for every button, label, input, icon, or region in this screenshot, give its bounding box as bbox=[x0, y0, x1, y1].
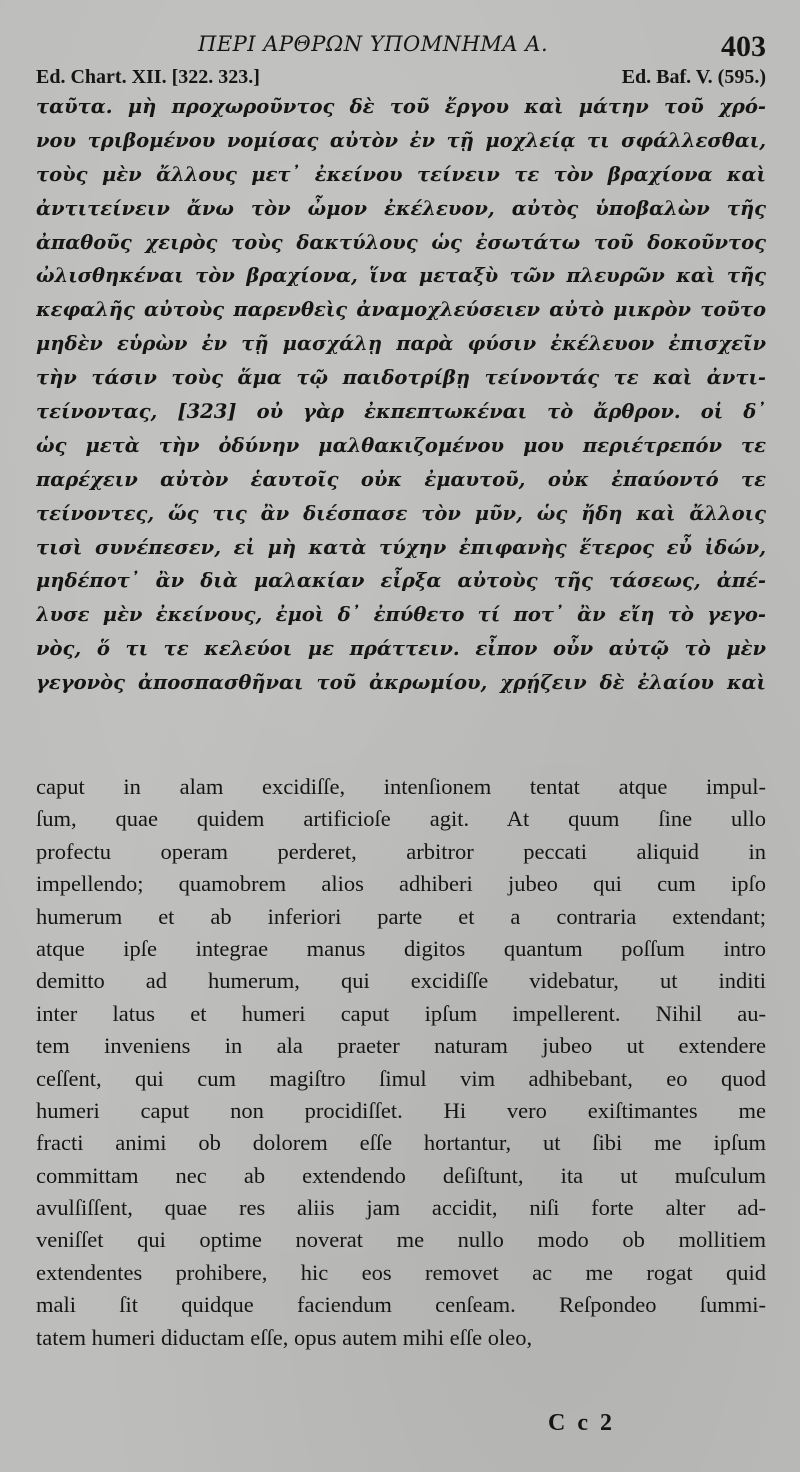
greek-text-line: ἀπαθοῦς χειρὸς τοὺς δακτύλους ὡς ἐσωτάτω τοῦ δοκοῦντος bbox=[36, 230, 766, 254]
latin-text-line: inter latus et humeri caput ipſum impellerent. Nihil au- bbox=[36, 1000, 766, 1026]
latin-text-line: veniſſet qui optime noverat me nullo modo ob mollitiem bbox=[36, 1227, 766, 1253]
greek-text-line: τείνοντας, [323] οὐ γὰρ ἐκπεπτωκέναι τὸ ἄρθρον. οἱ δ᾽ bbox=[36, 400, 766, 424]
latin-text-line: humerum et ab inferiori parte et a contraria extendant; bbox=[36, 903, 766, 929]
latin-text-line: committam nec ab extendendo deſiſtunt, ita ut muſculum bbox=[36, 1162, 766, 1188]
latin-text-line: avulſiſſent, quae res aliis jam accidit, niſi forte alter ad- bbox=[36, 1195, 766, 1221]
latin-text-line: atque ipſe integrae manus digitos quantum poſſum intro bbox=[36, 935, 766, 961]
greek-text-line: μηδέποτ᾽ ἂν διὰ μαλακίαν εἶρξα αὐτοὺς τῆς τάσεως, ἀπέ- bbox=[36, 569, 766, 593]
page-number: 403 bbox=[721, 30, 766, 63]
greek-text-line: τοὺς μὲν ἄλλους μετ᾽ ἐκείνου τείνειν τε τὸν βραχίονα καὶ bbox=[36, 162, 766, 186]
greek-text-line: ἀντιτείνειν ἄνω τὸν ὦμον ἐκέλευον, αὐτὸς ὑποβαλὼν τῆς bbox=[36, 196, 766, 220]
greek-text-block bbox=[36, 90, 766, 700]
latin-text-line: profectu operam perderet, arbitror peccati aliquid in bbox=[36, 838, 766, 864]
greek-text-line: μηδὲν εὑρὼν ἐν τῇ μασχάλῃ παρὰ φύσιν ἐκέλευον ἐπισχεῖν bbox=[36, 332, 766, 356]
latin-text-line: humeri caput non procidiſſet. Hi vero exiſtimantes me bbox=[36, 1097, 766, 1123]
greek-text-line: λυσε μὲν ἐκείνους, ἐμοὶ δ᾽ ἐπύθετο τί ποτ᾽ ἂν εἴη τὸ γεγο- bbox=[36, 603, 766, 627]
greek-text-line: ταῦτα. μὴ προχωροῦντος δὲ τοῦ ἔργου καὶ μάτην τοῦ χρό- bbox=[36, 95, 766, 118]
latin-text-line: fracti animi ob dolorem eſſe hortantur, ut ſibi me ipſum bbox=[36, 1130, 766, 1156]
latin-text-line: tem inveniens in ala praeter naturam jubeo ut extendere bbox=[36, 1033, 766, 1059]
running-title: ΠΕΡΙ ΑΡΘΡΩΝ ΥΠΟΜΝΗΜΑ Α. bbox=[198, 32, 549, 56]
signature-mark: C c 2 bbox=[548, 1410, 615, 1436]
greek-text-line: τείνοντες, ὥς τις ἂν διέσπασε τὸν μῦν, ὡς ἤδη καὶ ἄλλοις bbox=[36, 501, 766, 525]
latin-text-line: mali ſit quidque faciendum cenſeam. Reſpondeo ſummi- bbox=[36, 1292, 766, 1318]
latin-text-line: demitto ad humerum, qui excidiſſe videbatur, ut inditi bbox=[36, 968, 766, 994]
greek-text-line: παρέχειν αὐτὸν ἑαυτοῖς οὐκ ἐμαυτοῦ, οὐκ ἐπαύοντό τε bbox=[36, 467, 766, 491]
greek-text-line: ὠλισθηκέναι τὸν βραχίονα, ἵνα μεταξὺ τῶν πλευρῶν καὶ τῆς bbox=[36, 264, 766, 288]
latin-text-line: ceſſent, qui cum magiſtro ſimul vim adhibebant, eo quod bbox=[36, 1065, 766, 1091]
greek-text-line: τὴν τάσιν τοὺς ἅμα τῷ παιδοτρίβῃ τείνοντάς τε καὶ ἀντι- bbox=[36, 366, 766, 390]
latin-text-line: impellendo; quamobrem alios adhiberi jubeo qui cum ipſo bbox=[36, 871, 766, 897]
latin-text-line: caput in alam excidiſſe, intenſionem tentat atque impul- bbox=[36, 774, 766, 799]
greek-text-line: νὸς, ὅ τι τε κελεύοι με πράττειν. εἶπον οὖν αὐτῷ τὸ μὲν bbox=[36, 637, 766, 661]
edition-reference-line bbox=[36, 66, 766, 90]
greek-text-line: κεφαλῆς αὐτοὺς παρενθεὶς ἀναμοχλεύσειεν αὐτὸ μικρὸν τοῦτο bbox=[36, 298, 766, 322]
greek-text-line: νου τριβομένου νομίσας αὐτὸν ἐν τῇ μοχλείᾳ τι σφάλλεσθαι, bbox=[36, 128, 766, 152]
greek-text-line: ὡς μετὰ τὴν ὀδύνην μαλθακιζομένου μου περιέτρεπόν τε bbox=[36, 433, 766, 457]
edition-basel-reference: Ed. Baf. V. (595.) bbox=[621, 66, 766, 88]
latin-text-line: extendentes prohibere, hic eos removet ac me rogat quid bbox=[36, 1259, 766, 1285]
greek-text-line: τισὶ συνέπεσεν, εἰ μὴ κατὰ τύχην ἐπιφανὴς ἕτερος εὖ ἰδών, bbox=[36, 535, 766, 559]
latin-text-block bbox=[36, 771, 766, 1354]
edition-chart-reference: Ed. Chart. XII. [322. 323.] bbox=[36, 66, 260, 88]
latin-text-line: ſum, quae quidem artificioſe agit. At quum ſine ullo bbox=[36, 806, 766, 832]
latin-text-line: tatem humeri diductam eſſe, opus autem mihi eſſe oleo, bbox=[36, 1324, 533, 1350]
running-head bbox=[0, 30, 800, 70]
greek-text-line: γεγονὸς ἀποσπασθῆναι τοῦ ἀκρωμίου, χρῄζειν δὲ ἐλαίου καὶ bbox=[36, 671, 766, 695]
